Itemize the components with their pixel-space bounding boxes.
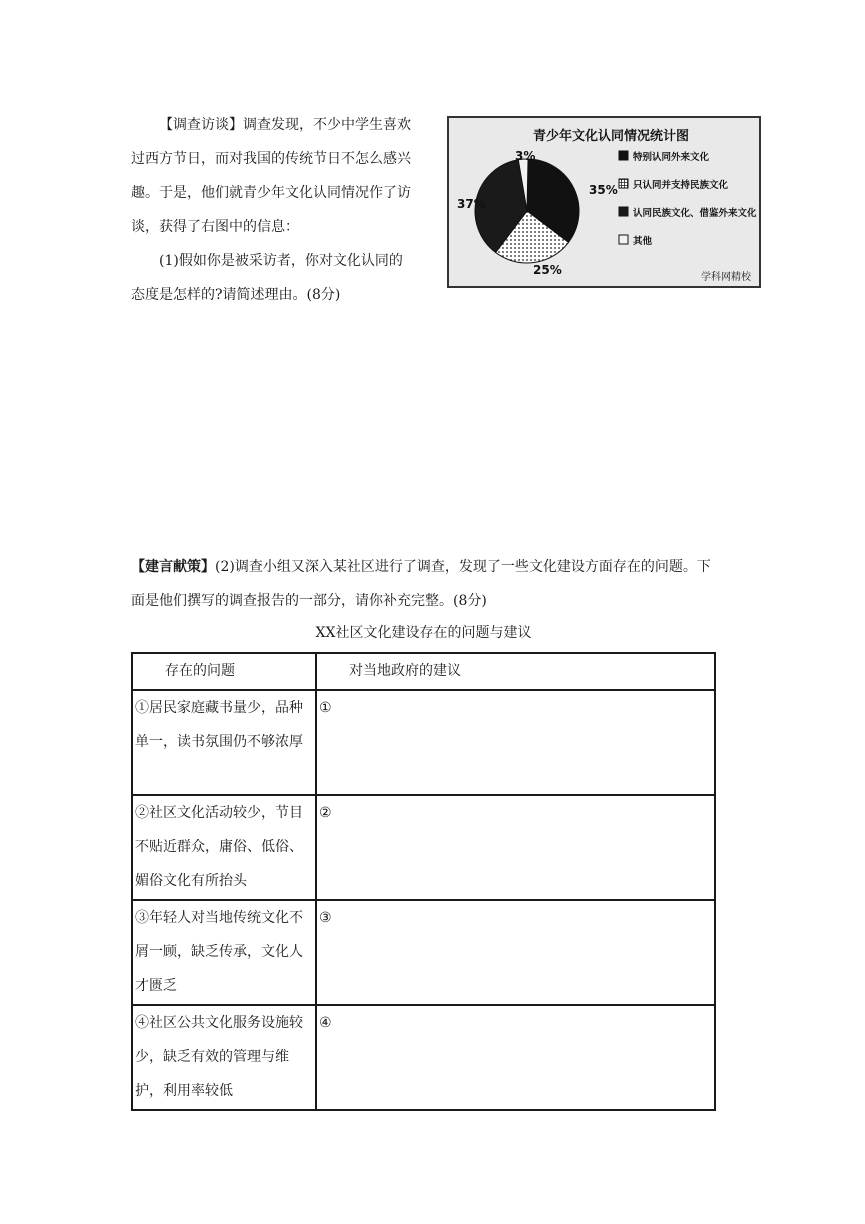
header-suggestions: 对当地政府的建议 xyxy=(316,653,715,690)
table-row xyxy=(132,900,715,1005)
intro-text: 调查发现，不少中学生喜欢过西方节日，而对我国的传统节日不怎么感兴趣。于是，他们就青少年文化认同情况作了访谈，获得了右图中的信息： xyxy=(131,117,411,235)
section2-text: (2)调查小组又深入某社区进行了调查，发现了一些文化建设方面存在的问题。下面是他们撰写的调查报告的一部分，请你补充完整。(8分) xyxy=(131,559,711,609)
legend-swatch xyxy=(619,151,628,160)
report-table xyxy=(131,652,716,1111)
problem-cell: ④社区公共文化服务设施较少，缺乏有效的管理与维护，利用率较低 xyxy=(132,1005,316,1110)
section2-paragraph xyxy=(131,550,716,618)
suggestion-cell[interactable]: ① xyxy=(316,690,715,795)
intro-heading: 【调查访谈】 xyxy=(159,117,243,133)
pie-chart-figure xyxy=(447,116,761,288)
legend-swatch xyxy=(619,179,628,188)
section-2 xyxy=(131,550,716,618)
legend-label: 其他 xyxy=(633,236,653,247)
suggestion-cell[interactable]: ④ xyxy=(316,1005,715,1110)
section2-heading: 【建言献策】 xyxy=(131,559,215,575)
pie-data-label: 37% xyxy=(457,197,486,211)
pie-data-label: 25% xyxy=(533,263,562,277)
table-header-row xyxy=(132,653,715,690)
table-row xyxy=(132,690,715,795)
legend-label: 认同民族文化、借鉴外来文化 xyxy=(633,208,757,219)
suggestion-cell[interactable]: ② xyxy=(316,795,715,900)
pie-data-label: 3% xyxy=(515,149,536,163)
legend-swatch xyxy=(619,207,628,216)
header-problems: 存在的问题 xyxy=(132,653,316,690)
problem-cell: ②社区文化活动较少，节目不贴近群众，庸俗、低俗、媚俗文化有所抬头 xyxy=(132,795,316,900)
chart-title: 青少年文化认同情况统计图 xyxy=(532,129,690,144)
suggestion-cell[interactable]: ③ xyxy=(316,900,715,1005)
problem-cell: ①居民家庭藏书量少，品种单一，读书氛围仍不够浓厚 xyxy=(132,690,316,795)
pie-chart xyxy=(449,118,759,286)
table-title: XX社区文化建设存在的问题与建议 xyxy=(315,625,532,641)
table-row xyxy=(132,1005,715,1110)
problem-cell: ③年轻人对当地传统文化不屑一顾，缺乏传承，文化人才匮乏 xyxy=(132,900,316,1005)
legend-label: 只认同并支持民族文化 xyxy=(633,180,729,191)
intro-paragraph xyxy=(131,108,416,244)
legend-label: 特别认同外来文化 xyxy=(633,152,710,163)
table-row xyxy=(132,795,715,900)
question-1: (1)假如你是被采访者，你对文化认同的态度是怎样的?请简述理由。(8分) xyxy=(131,253,403,303)
pie-data-label: 35% xyxy=(589,183,618,197)
intro-section xyxy=(131,108,416,312)
legend-swatch xyxy=(619,235,628,244)
chart-watermark: 学科网精校 xyxy=(701,272,751,283)
